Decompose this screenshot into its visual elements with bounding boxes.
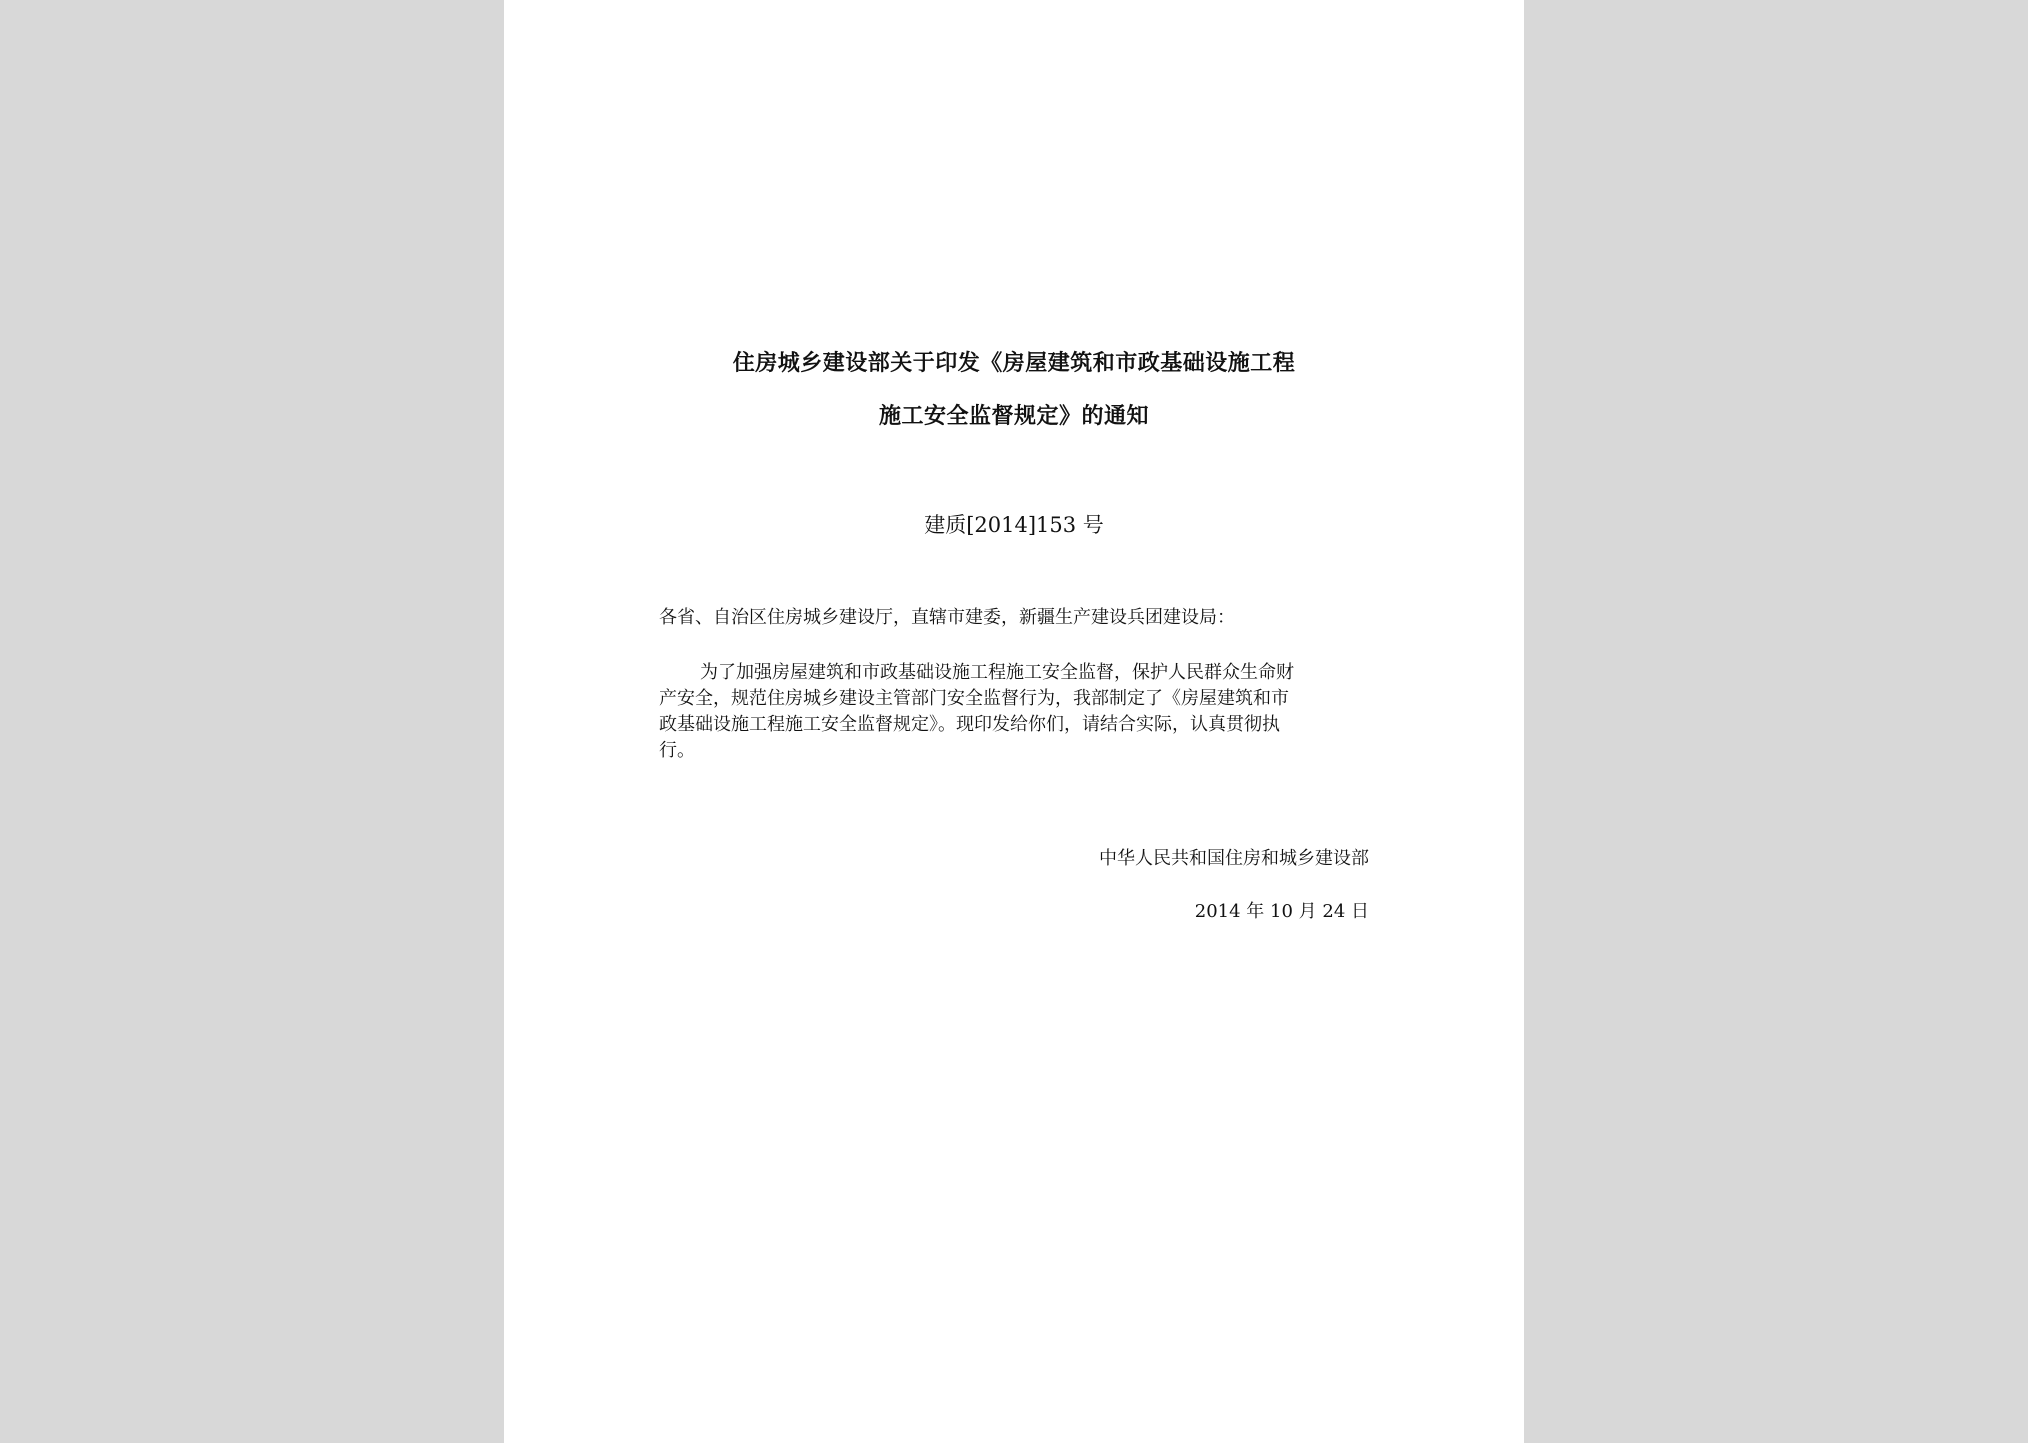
document-page [504,0,1524,1443]
document-title-line-2: 施工安全监督规定》的通知 [878,404,1149,429]
issue-date: 2014 年 10 月 24 日 [1194,901,1369,922]
body-line: 为了加强房屋建筑和市政基础设施工程施工安全监督，保护人民群众生命财 [700,662,1294,683]
body-paragraph [659,660,1375,764]
body-line: 政基础设施工程施工安全监督规定》。现印发给你们，请结合实际，认真贯彻执 [659,714,1280,735]
salutation: 各省、自治区住房城乡建设厅，直辖市建委，新疆生产建设兵团建设局： [659,607,1235,628]
document-number: 建质[2014]153 号 [924,513,1104,537]
issuing-authority: 中华人民共和国住房和城乡建设部 [1099,848,1369,869]
body-line: 行。 [659,740,695,761]
body-line: 产安全，规范住房城乡建设主管部门安全监督行为，我部制定了《房屋建筑和市 [659,688,1289,709]
document-title-line-1: 住房城乡建设部关于印发《房屋建筑和市政基础设施工程 [732,351,1296,376]
